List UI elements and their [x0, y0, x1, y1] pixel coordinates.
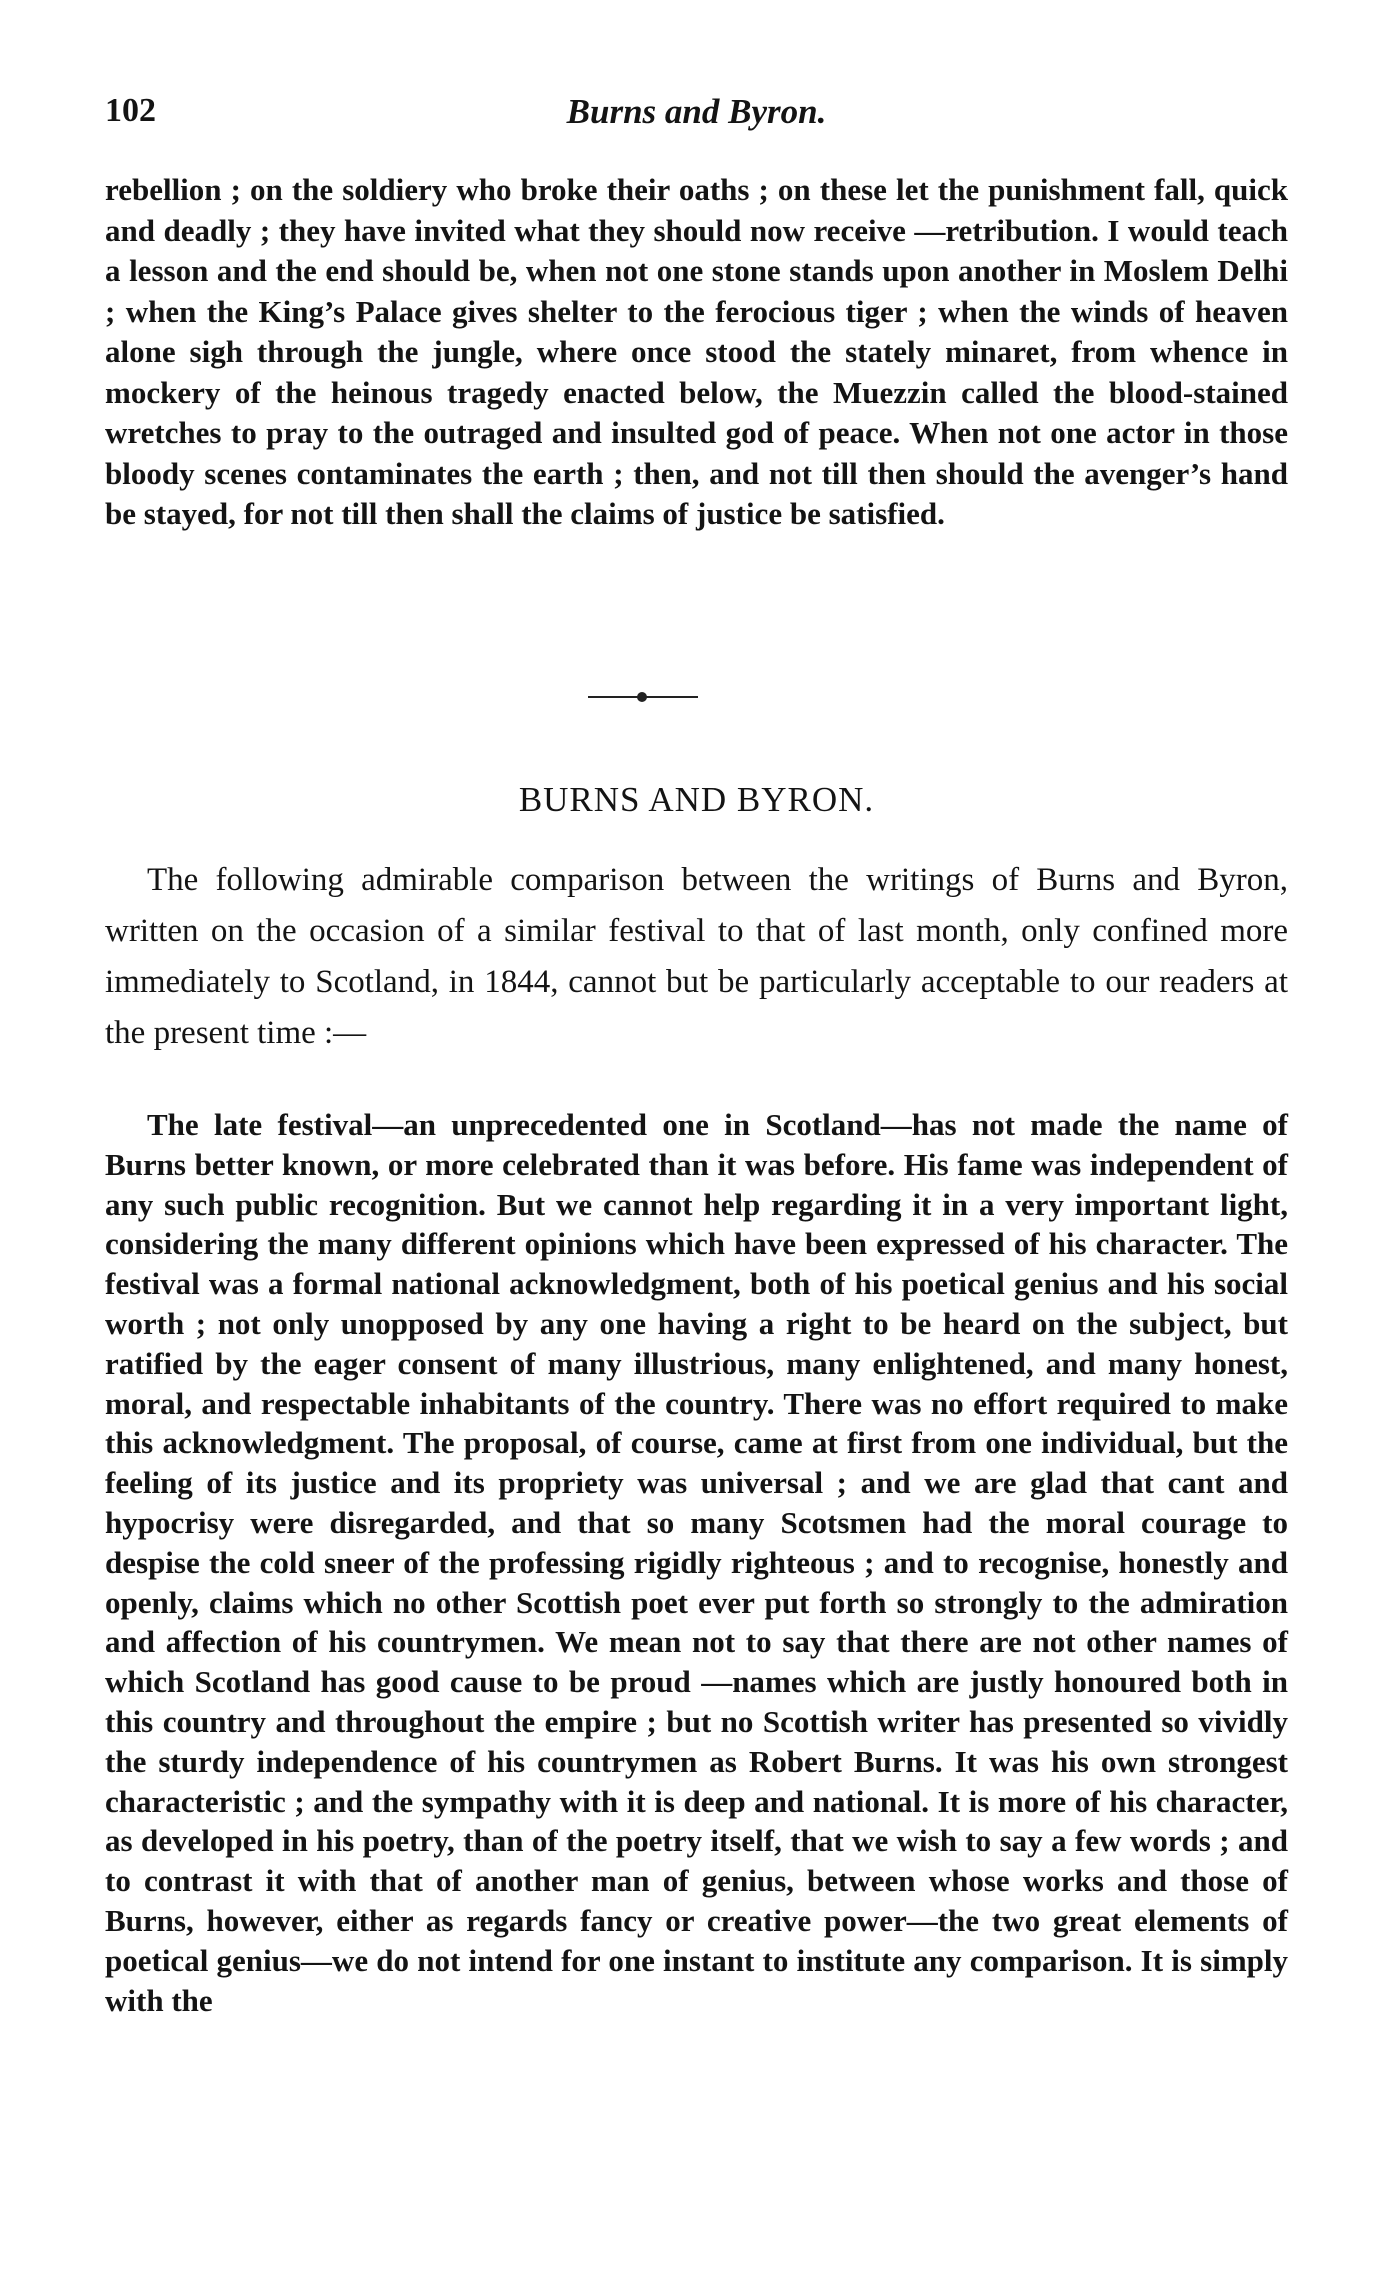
article-title: BURNS AND BYRON.	[518, 780, 875, 819]
running-head	[105, 92, 1288, 138]
page-number: 102	[105, 92, 156, 129]
article-intro: The following admirable comparison between the writings of Burns and Byron, written on the occasion of a similar festival to that of last month, only confined more immediately to Scotland, in 1844, cannot but be particularly acceptable to our readers at the present time :—	[105, 862, 1288, 1051]
running-title: Burns and Byron.	[566, 92, 827, 131]
continued-paragraph: rebellion ; on the soldiery who broke their oaths ; on these let the punishment fall, quick and deadly ; they have invited what they should now receive —retribution. I would teach a lesson and the end should be, when not one stone stands upon another in Moslem Delhi ; when the King’s Palace gives shelter to the ferocious tiger ; when the winds of heaven alone sigh through the jungle, where once stood the stately minaret, from whence in mockery of the heinous tragedy enacted below, the Muezzin called the blood-stained wretches to pray to the outraged and insulted god of peace. When not one actor in those bloody scenes contaminates the earth ; then, and not till then should the avenger’s hand be stayed, for not till then shall the claims of justice be satisfied.	[105, 172, 1288, 531]
article-body: The late festival—an unprecedented one in Scotland—has not made the name of Burns better known, or more celebrated than it was before. His fame was independent of any such public recognition. But we cannot help regarding it in a very important light, considering the many different opinions which have been expressed of his character. The festival was a formal national acknowledgment, both of his poetical genius and his social worth ; not only unopposed by any one having a right to be heard on the subject, but ratified by the eager consent of many illustrious, many enlightened, and many honest, moral, and respectable inhabitants of the country. There was no effort required to make this acknowledgment. The proposal, of course, came at first from one individual, but the feeling of its justice and its propriety was universal ; and we are glad that cant and hypocrisy were disregarded, and that so many Scotsmen had the moral courage to despise the cold sneer of the professing rigidly righteous ; and to recognise, honestly and openly, claims which no other Scottish poet ever put forth so strongly to the admiration and affection of his countrymen. We mean not to say that there are not other names of which Scotland has good cause to be proud —names which are justly honoured both in this country and throughout the empire ; but no Scottish writer has presented so vividly the sturdy independence of his countrymen as Robert Burns. It was his own strongest characteristic ; and the sympathy with it is deep and national. It is more of his character, as developed in his poetry, than of the poetry itself, that we wish to say a few words ; and to contrast it with that of another man of genius, between whose works and those of Burns, however, either as regards fancy or creative power—the two great elements of poetical genius—we do not intend for one instant to institute any comparison. It is simply with the	[105, 1107, 1288, 2018]
section-separator	[588, 696, 698, 698]
separator-ornament	[637, 692, 647, 702]
